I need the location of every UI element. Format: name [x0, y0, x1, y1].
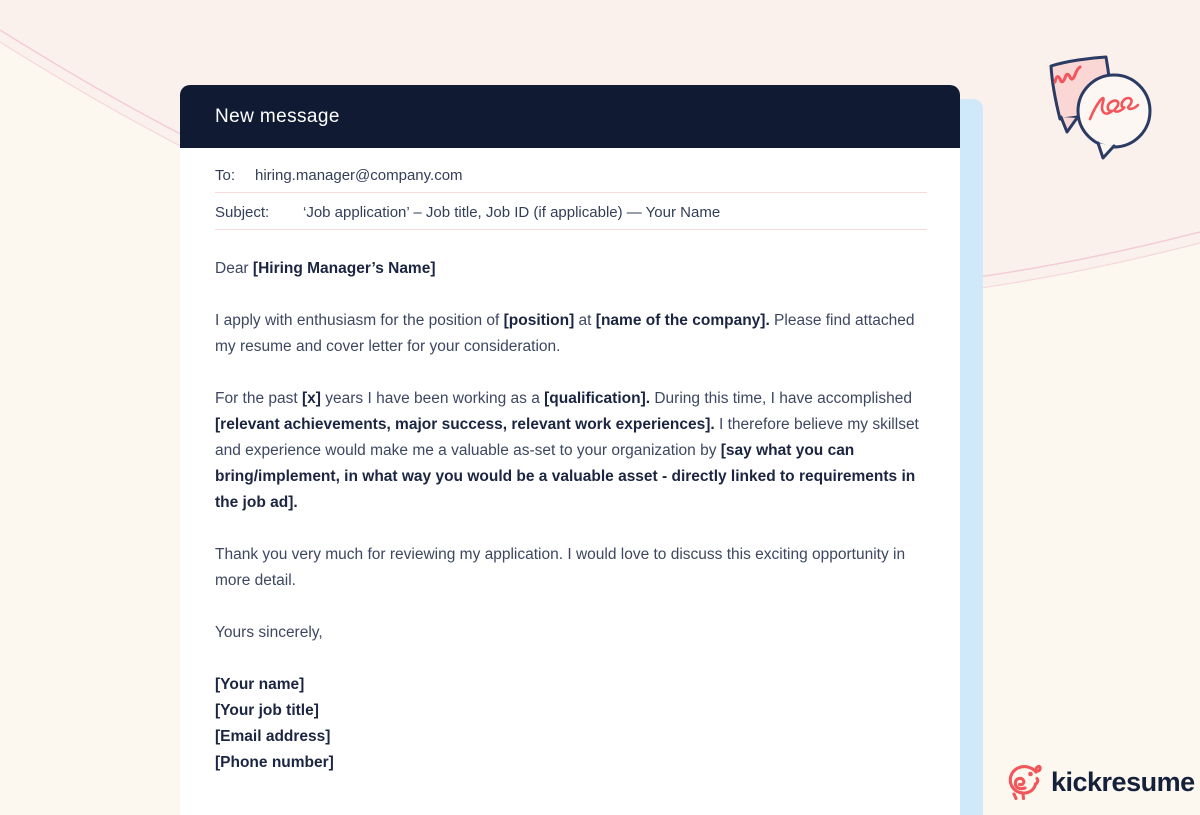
subject-input[interactable]: ‘Job application’ – Job title, Job ID (if applicable) — Your Name — [303, 204, 721, 221]
email-paragraph: [Your name] — [215, 676, 305, 693]
compose-title: New message — [215, 105, 340, 127]
email-paragraph: Dear [Hiring Manager’s Name] — [215, 260, 436, 277]
email-paragraph: [Your job title] — [215, 702, 319, 719]
chameleon-icon — [1006, 762, 1042, 802]
subject-label: Subject: — [215, 204, 270, 221]
email-paragraph: [Phone number] — [215, 754, 334, 771]
kickresume-wordmark: kickresume — [1051, 766, 1195, 797]
to-input[interactable]: hiring.manager@company.com — [255, 167, 463, 184]
to-field-row — [215, 156, 927, 193]
kickresume-logo[interactable] — [1006, 762, 1195, 802]
subject-field-row — [215, 193, 927, 230]
speech-bubbles-illustration — [1037, 45, 1157, 170]
email-paragraph: For the past [x] years I have been working as a [qualification]. During this time, I have accomplished [relevant achievements, major success, relevant work experiences]. I therefore believe my skillset and experience would make me a valuable as-set to your organization by [say what you can bring/implement, in what way you would be a valuable asset - directly linked to requirements in the job ad]. — [215, 390, 919, 511]
to-label: To: — [215, 167, 236, 184]
compose-fields — [180, 148, 960, 230]
round-speech-bubble-icon — [1078, 75, 1150, 158]
email-paragraph: Yours sincerely, — [215, 624, 323, 641]
compose-header — [180, 85, 960, 148]
email-paragraph: Thank you very much for reviewing my application. I would love to discuss this exciting opportunity in more detail. — [215, 546, 906, 589]
email-body — [180, 256, 960, 776]
email-paragraph: [Email address] — [215, 728, 331, 745]
email-compose-window — [180, 85, 960, 815]
email-paragraph: I apply with enthusiasm for the position of [position] at [name of the company]. Please find attached my resume and cover letter for your consideration. — [215, 312, 915, 355]
